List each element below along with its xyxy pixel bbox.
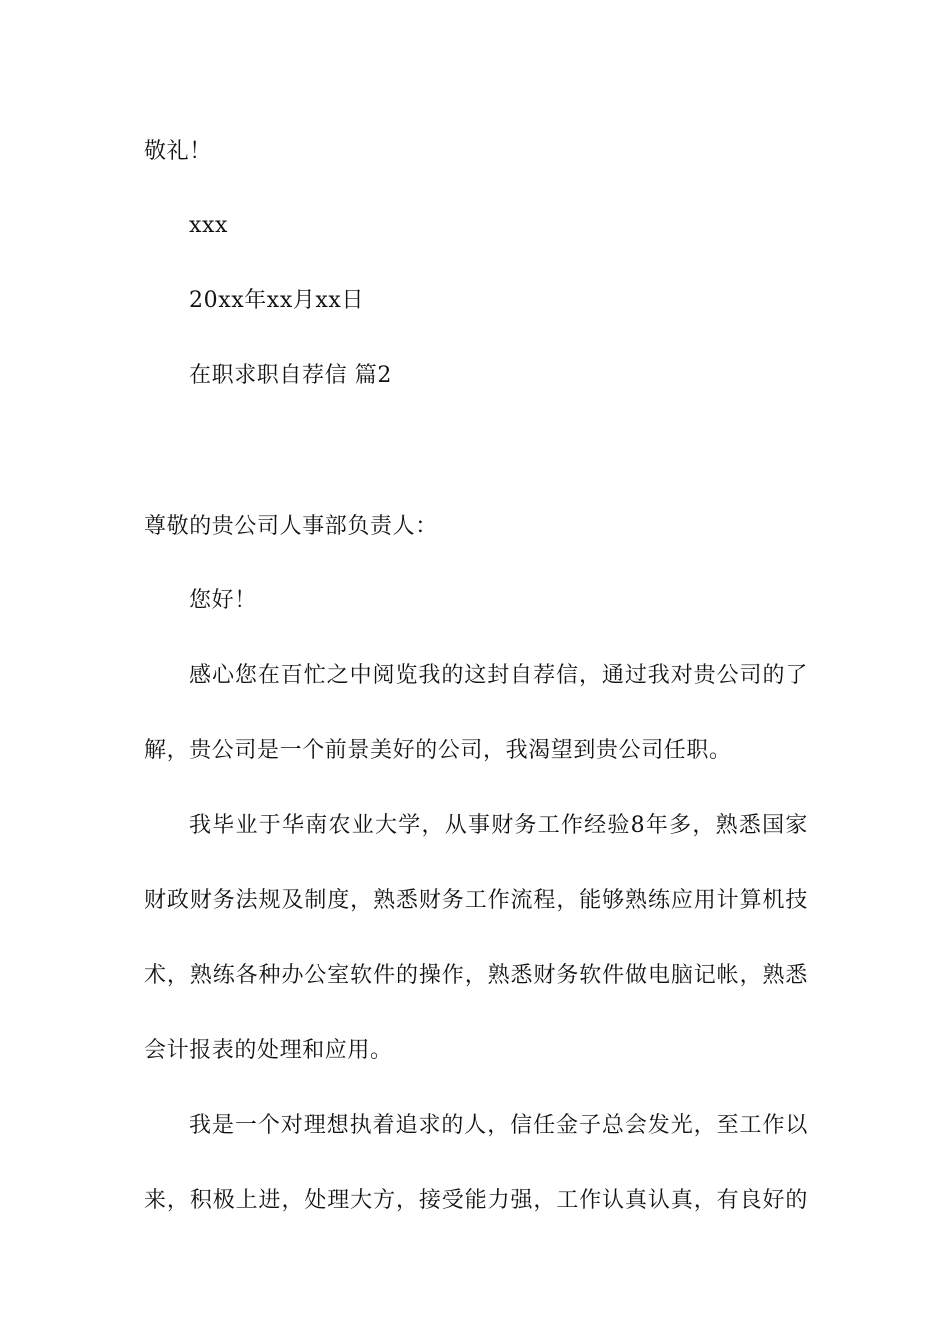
body-line-8: 来，积极上进，处理大方，接受能力强，工作认真认真，有良好的 — [144, 1188, 808, 1213]
body-line-5: 术，熟练各种办公室软件的操作，熟悉财务软件做电脑记帐，熟悉 — [144, 963, 808, 988]
greeting-line: 您好！ — [189, 588, 257, 613]
body-line-2: 解，贵公司是一个前景美好的公司，我渴望到贵公司任职。 — [144, 738, 732, 763]
salutation-line: 尊敬的贵公司人事部负责人： — [144, 514, 438, 539]
body-line-4: 财政财务法规及制度，熟悉财务工作流程，能够熟练应用计算机技 — [144, 888, 808, 913]
signature-line: xxx — [189, 213, 229, 238]
closing-line: 敬礼！ — [144, 139, 212, 164]
body-line-3: 我毕业于华南农业大学，从事财务工作经验8年多，熟悉国家 — [189, 813, 808, 838]
body-line-7: 我是一个对理想执着追求的人，信任金子总会发光，至工作以 — [189, 1113, 808, 1138]
body-line-6: 会计报表的处理和应用。 — [144, 1038, 393, 1063]
body-line-1: 感心您在百忙之中阅览我的这封自荐信，通过我对贵公司的了 — [189, 663, 808, 688]
section-title: 在职求职自荐信 篇2 — [189, 363, 392, 388]
date-line: 20xx年xx月xx日 — [189, 288, 365, 313]
